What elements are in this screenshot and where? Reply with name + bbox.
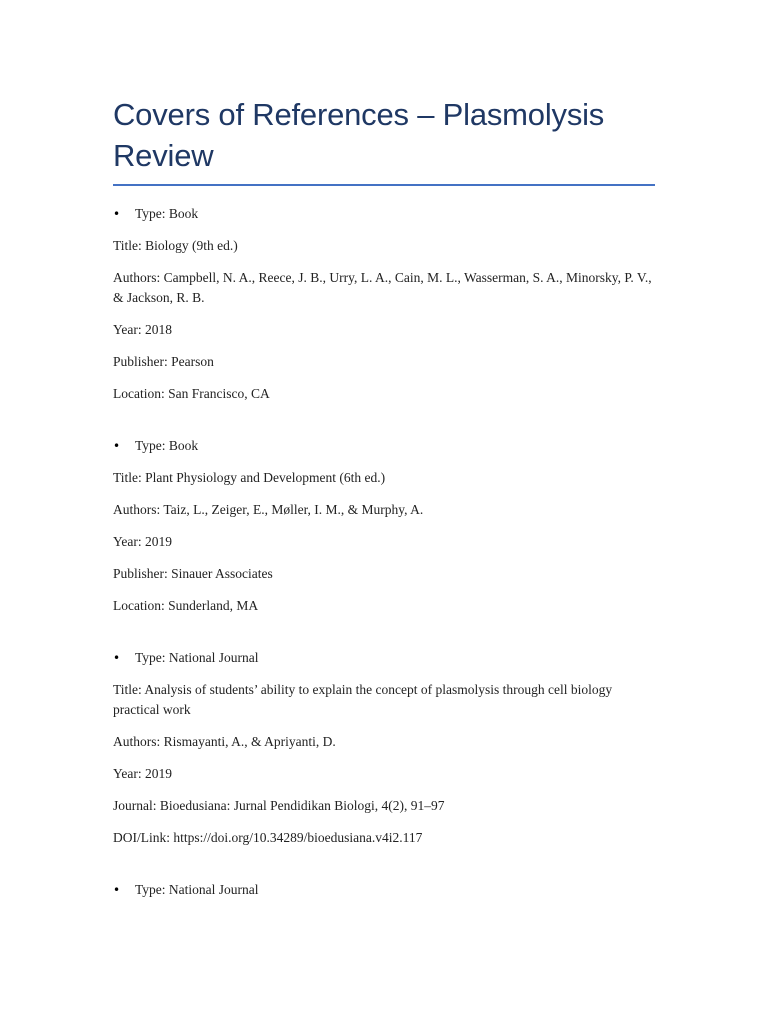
reference-type: Type: National Journal [135,650,259,665]
reference-type: Type: Book [135,438,199,453]
bullet-icon: • [113,439,121,453]
reference-journal: Journal: Bioedusiana: Jurnal Pendidikan Biologi, 4(2), 91–97 [113,798,445,813]
reference-authors: Authors: Rismayanti, A., & Apriyanti, D. [113,734,336,749]
reference-entry [113,436,655,616]
reference-type-line [113,648,655,668]
document-page [113,0,655,912]
reference-entry [113,880,655,900]
document-title: Covers of References – Plasmolysis Review [113,97,605,173]
reference-location: Location: Sunderland, MA [113,598,259,613]
reference-location: Location: San Francisco, CA [113,386,270,401]
reference-type: Type: Book [135,206,199,221]
reference-list [113,204,655,900]
bullet-icon: • [113,207,121,221]
reference-publisher: Publisher: Sinauer Associates [113,566,273,581]
reference-doi-link[interactable]: DOI/Link: https://doi.org/10.34289/bioedusiana.v4i2.117 [113,830,423,845]
reference-type-line [113,436,655,456]
bullet-icon: • [113,651,121,665]
reference-entry [113,204,655,404]
reference-year: Year: 2019 [113,534,173,549]
reference-type-line [113,204,655,224]
reference-authors: Authors: Campbell, N. A., Reece, J. B., Urry, L. A., Cain, M. L., Wasserman, S. A., Minorsky, P. V., & Jackson, R. B. [113,270,652,305]
reference-type-line [113,880,655,900]
bullet-icon: • [113,883,121,897]
title-divider [113,184,655,186]
reference-title: Title: Analysis of students’ ability to explain the concept of plasmolysis through cell biology practical work [113,682,613,717]
reference-title: Title: Plant Physiology and Development (6th ed.) [113,470,386,485]
reference-publisher: Publisher: Pearson [113,354,214,369]
reference-title: Title: Biology (9th ed.) [113,238,238,253]
reference-entry [113,648,655,848]
reference-year: Year: 2019 [113,766,173,781]
reference-year: Year: 2018 [113,322,173,337]
reference-type: Type: National Journal [135,882,259,897]
reference-authors: Authors: Taiz, L., Zeiger, E., Møller, I. M., & Murphy, A. [113,502,424,517]
